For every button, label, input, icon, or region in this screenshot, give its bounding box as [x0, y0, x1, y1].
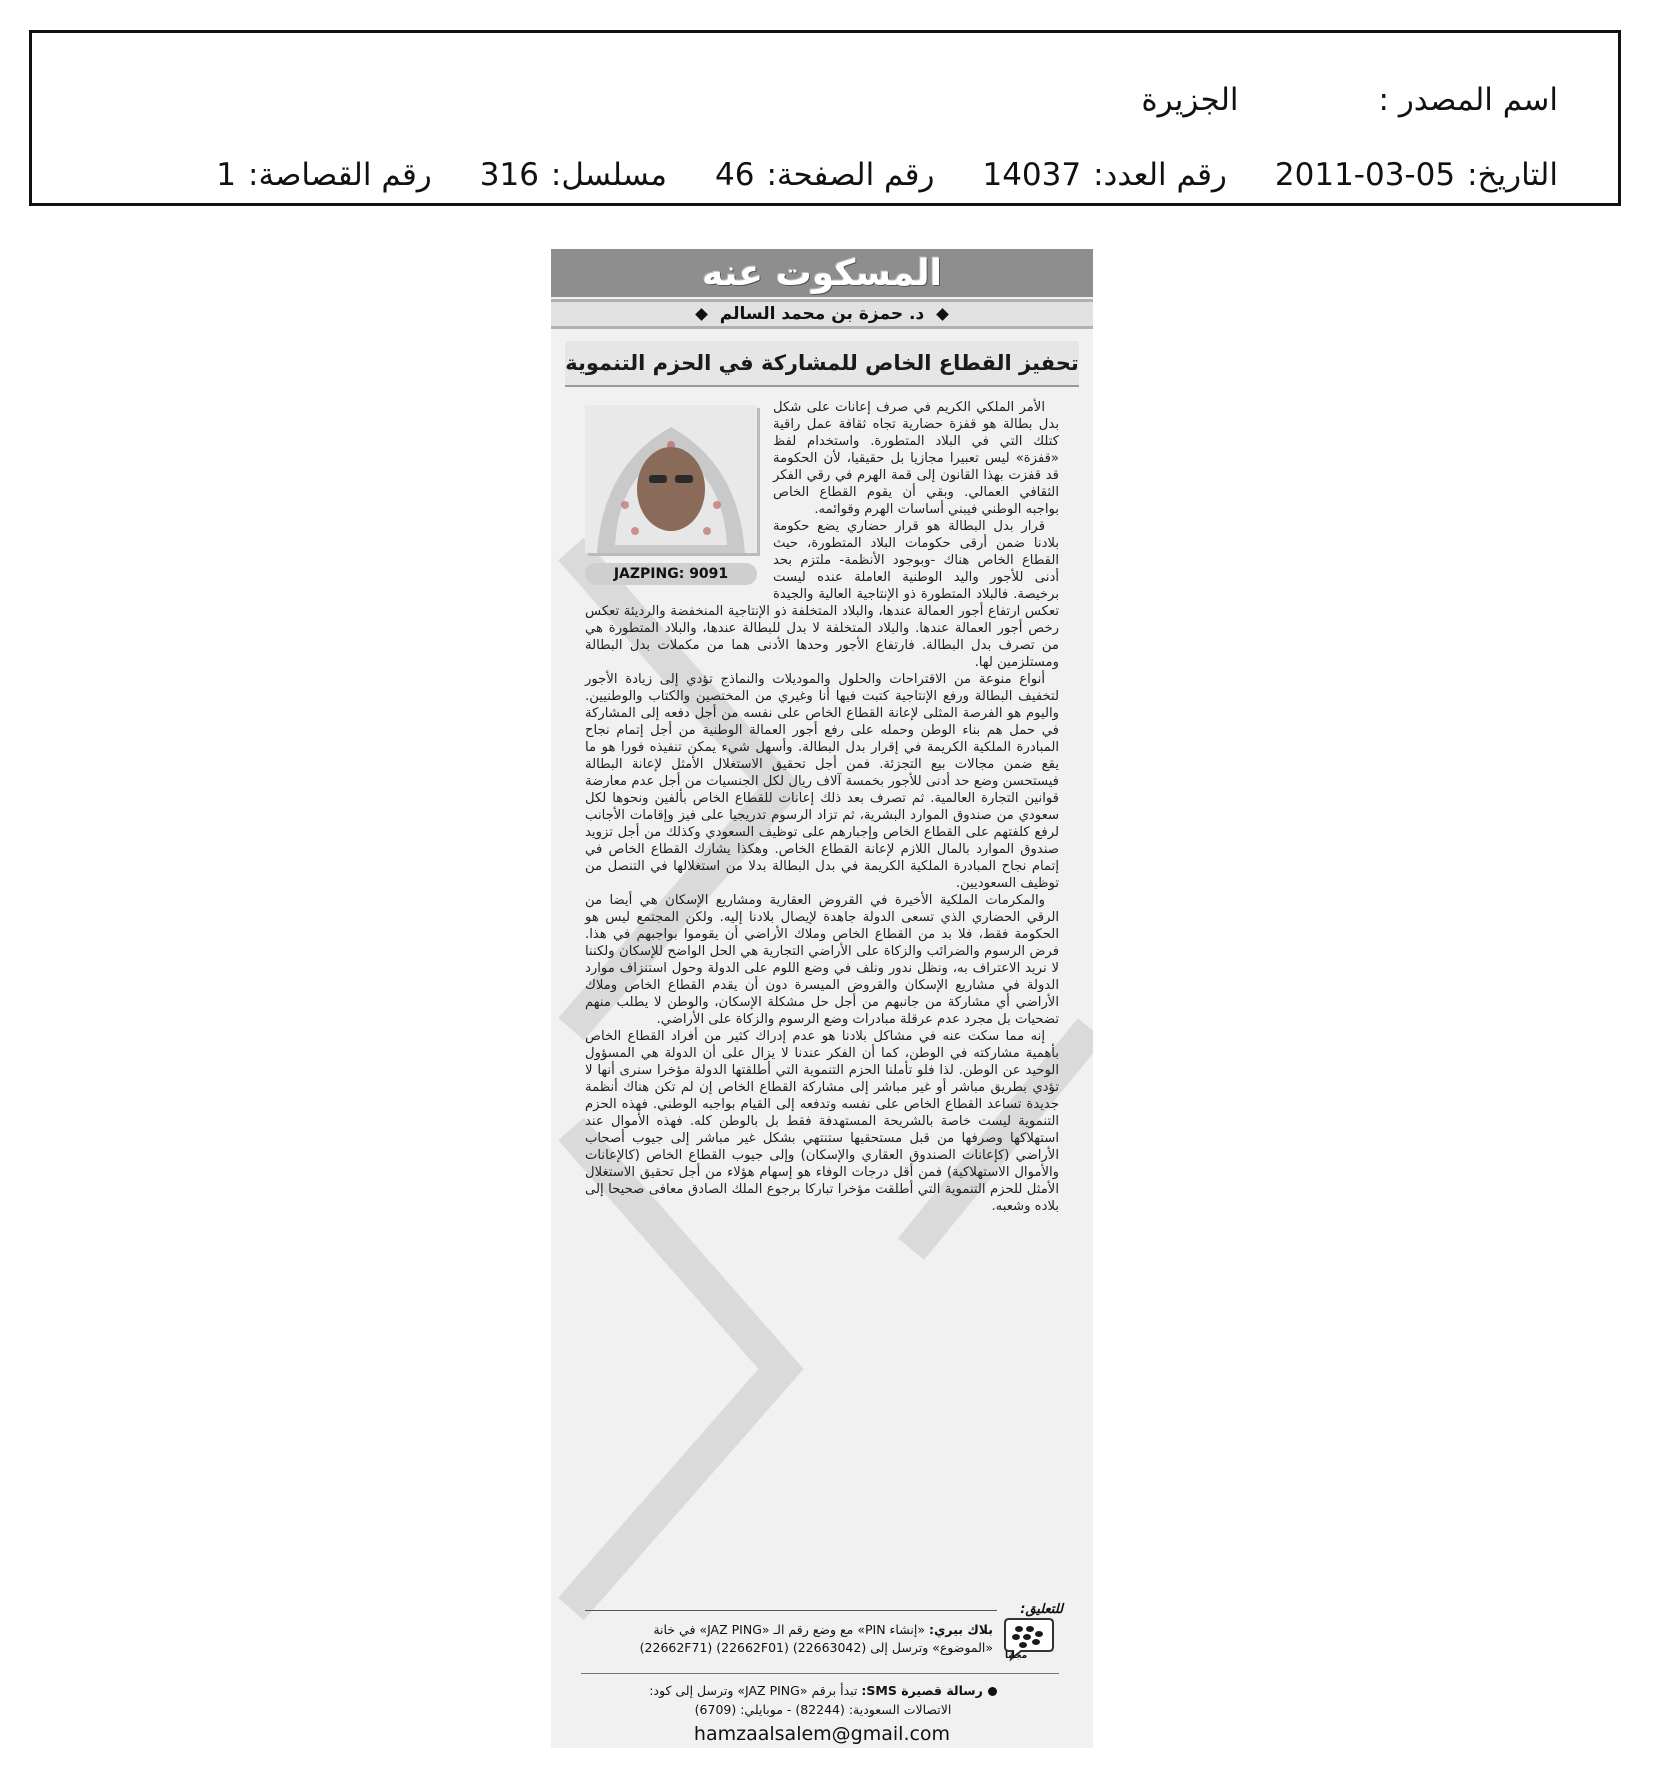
blackberry-instructions: [613, 1621, 993, 1657]
page-label: رقم الصفحة:: [766, 157, 935, 193]
diamond-icon: [695, 308, 708, 321]
newspaper-clipping: [551, 249, 1093, 1748]
article-headline: تحفيز القطاع الخاص للمشاركة في الحزم التنموية: [565, 351, 1079, 375]
source-label: اسم المصدر :: [1378, 82, 1558, 118]
date-label: التاريخ:: [1467, 157, 1558, 193]
column-title: المسكوت عنه: [702, 252, 942, 294]
sms-title: رسالة قصيرة SMS:: [861, 1683, 983, 1698]
sms-instructions: [613, 1681, 1033, 1719]
column-banner: [551, 249, 1093, 297]
article-paragraph: والمكرمات الملكية الأخيرة في القروض العقارية ومشاريع الإسكان هي أيضا من الرقي الحضاري الذي تسعى الدولة جاهدة لإيصال بلادنا إليه. ولكن المجتمع ليس هو الحكومة فقط، فلا بد من القطاع الخاص وملاك الأراضي أن يقوموا بواجبهم في هذا. فرض الرسوم والضرائب والزكاة على الأراضي التجارية هي الحل الواضح للإسكان ولكننا لا نريد الاعتراف به، ونظل ندور ونلف في وضع اللوم على الدولة وحول استنزاف موارد الدولة في مشاريع الإسكان والقروض الميسرة دون أن يقدم القطاع الخاص وملاك الأراضي أي مشاركة من جانبهم من أجل حل مشكلة الإسكان، والوطن لا يطلب منهم تضحيات بل مجرد عدم عرقلة مبادرات وضع الرسوم والزكاة على الأراضي.: [585, 893, 1059, 1027]
serial-value: 316: [479, 157, 539, 193]
page-value: 46: [715, 157, 755, 193]
author-email: hamzaalsalem@gmail.com: [693, 1723, 951, 1745]
issue-field: [982, 157, 1226, 193]
page-field: [715, 157, 934, 193]
divider: [585, 1610, 997, 1611]
article-paragraph: قرار بدل البطالة هو قرار حضاري يضع حكومة بلادنا ضمن أرقى حكومات البلاد المتطورة، حيث القطاع الخاص هناك -وبوجود الأنظمة- ملتزم بحد أدنى للأجور واليد الوطنية العاملة عنده ليست برخيصة. فالبلاد المتطورة ذو الإنتاجية العالية والجيدة تعكس ارتفاع أجور العمالة عندها، والبلاد المتخلفة ذو الإنتاجية المنخفضة والرديئة تعكس رخص أجور العمالة عندها. والبلاد المتخلفة لا بدل للبطالة عندها، والبلاد المتطورة هي من تصرف بدل البطالة. فارتفاع الأجور وحدها الأدنى هما من مكملات بدل البطالة ومستلزمين لها.: [585, 519, 1059, 670]
source-row: [92, 75, 1558, 125]
author-byline: [551, 299, 1093, 329]
author-name: د. حمزة بن محمد السالم: [719, 304, 925, 324]
source-field: [1379, 82, 1558, 118]
date-field: [1275, 157, 1558, 193]
comment-label: للتعليق:: [1020, 1602, 1063, 1617]
serial-label: مسلسل:: [550, 157, 668, 193]
blackberry-title: بلاك بيري:: [928, 1622, 993, 1637]
issue-value: 14037: [982, 157, 1082, 193]
free-label: مجانا: [1005, 1651, 1028, 1661]
author-photo: [585, 405, 757, 553]
source-metadata-box: [29, 30, 1621, 206]
source-value-field: [1141, 82, 1238, 118]
issue-label: رقم العدد:: [1093, 157, 1227, 193]
author-portrait-icon: [585, 405, 757, 553]
article-paragraph: إنه مما سكت عنه في مشاكل بلادنا هو عدم إدراك كثير من أفراد القطاع الخاص بأهمية مشاركته في الوطن، كما أن الفكر عندنا لا يزال على أن الدولة هي المسؤول الوحيد عن الوطن. لذا فلو تأملنا الحزم التنموية التي أطلقتها الدولة مؤخرا سنرى أنها لا تؤدي بطريق مباشر أو غير مباشر إلى مشاركة القطاع الخاص إن لم تكن هناك أنظمة جديدة تساعد القطاع الخاص على نفسه وتدفعه إلى القيام بواجبه الوطني. فهذه الحزم التنموية ليست خاصة بالشريحة المستهدفة فقط بل بالوطن كله. فهذه الأموال عند استهلاكها وصرفها من قبل مستحقيها ستنتهي بشكل غير مباشر إلى جيوب أصحاب الأراضي (كإعانات الصندوق العقاري والإسكان) وإلى جيوب القطاع الخاص (كالإعانات والأموال الاستهلاكية) فمن أقل درجات الوفاء هو إسهام هؤلاء من أجل تحقيق الاستغلال الأمثل للحزم التنموية التي أطلقت مؤخرا تباركا برجوع الملك الصادق معافى صحيحا إلى بلاده وشعبه.: [585, 1029, 1059, 1214]
clip-number-label: رقم القصاصة:: [248, 157, 432, 193]
sms-line-2: الاتصالات السعودية: (82244) - موبايلي: (6709): [694, 1702, 952, 1717]
divider: [581, 1673, 1059, 1674]
blackberry-numbers: (22662F71) (22662F01) (22663042): [639, 1640, 867, 1655]
clip-number-field: [216, 157, 431, 193]
diamond-icon: [936, 308, 949, 321]
details-row: [92, 150, 1558, 200]
blackberry-text-1: «إنشاء PIN» مع وضع رقم الـ «JAZ PING» في خانة: [653, 1622, 925, 1637]
sms-text: تبدأ برقم «JAZ PING» وترسل إلى كود:: [649, 1683, 858, 1698]
article-paragraph: الأمر الملكي الكريم في صرف إعانات على شكل بدل بطالة هو قفزة حضارية تجاه ثقافة عمل راقية كتلك التي في البلاد المتطورة. واستخدام لفظ «قفزة» ليس تعبيرا مجازيا بل حقيقيا، لأن الحكومة قد قفزت بهذا القانون إلى قمة الهرم في رقي الفكر الثقافي العمالي. وبقي أن يقوم القطاع الخاص بواجبه الوطني فيبني أساسات الهرم وقوائمه.: [773, 400, 1059, 517]
source-value: الجزيرة: [1141, 82, 1239, 118]
bullet-icon: [988, 1687, 997, 1696]
article-paragraph: أنواع منوعة من الاقتراحات والحلول والموديلات والنماذج تؤدي إلى زيادة الأجور لتخفيف البطالة ورفع الإنتاجية كتبت فيها أنا وغيري من المختصين والكتاب والوطنيين. واليوم هو الفرصة المثلى لإعانة القطاع الخاص على نفسه من أجل دفعه إلى المشاركة في حمل هم بناء الوطن وحمله على رفع أجور العمالة الوطنية من أجل إتمام نجاح المبادرة الملكية الكريمة في إقرار بدل البطالة. وأسهل شيء يمكن تنفيذه فورا هو ما يقع ضمن مجالات بيع التجزئة. فمن أجل تحقيق الاستغلال الأمثل لإعانة البطالة فيستحسن وضع حد أدنى للأجور بخمسة آلاف ريال لكل الجنسيات من أجل عدم معارضة قوانين التجارة العالمية. ثم تصرف بعد ذلك إعانات للقطاع الخاص بألفين ونحوها لكل سعودي من صندوق الموارد البشرية، ثم تزاد الرسوم تدريجيا على فيز وإقامات الأجانب لرفع كلفتهم على القطاع الخاص وإجبارهم على توظيف السعودي وكذلك من أجل تزويد صندوق الموارد بالمال اللازم لإعانة القطاع الخاص. وهكذا يشارك القطاع الخاص في إتمام نجاح المبادرة الملكية الكريمة في بدل البطالة بدلا من استغلالها في التنصل من توظيف السعوديين.: [585, 672, 1059, 891]
blackberry-icon: [1001, 1617, 1057, 1663]
blackberry-text-2: «الموضوع» وترسل إلى: [870, 1640, 993, 1655]
date-value: 2011-03-05: [1274, 157, 1456, 193]
serial-field: [480, 157, 667, 193]
jazping-badge: JAZPING: 9091: [585, 563, 757, 585]
headline-box: [565, 341, 1079, 387]
clip-number-value: 1: [216, 157, 237, 193]
